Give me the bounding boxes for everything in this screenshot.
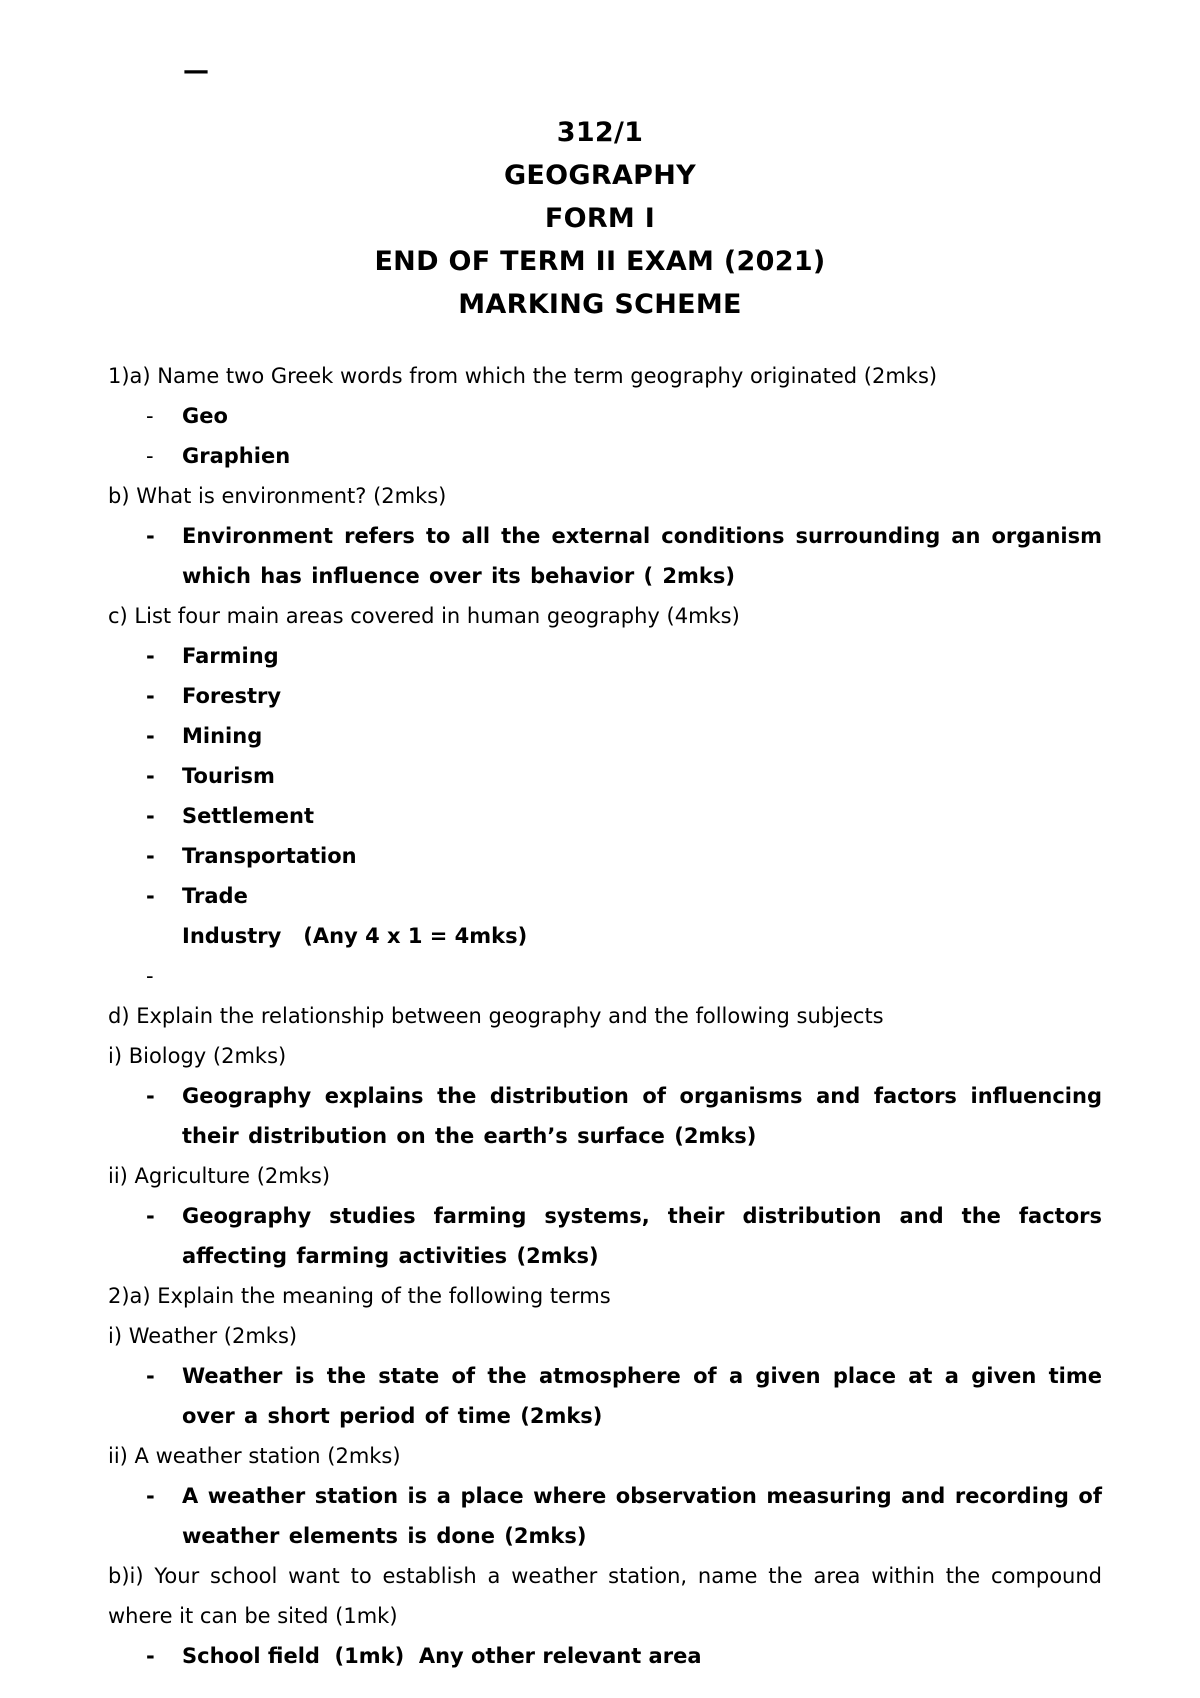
answer-item: - Mining [108, 716, 1102, 756]
question-1d-ii: ii) Agriculture (2mks) [108, 1164, 331, 1188]
answer-item: - Farming [108, 636, 1102, 676]
empty-bullet: - [146, 964, 154, 988]
answer-item: - Settlement [108, 796, 1102, 836]
exam-title: END OF TERM II EXAM (2021) [374, 246, 826, 277]
question-1c: c) List four main areas covered in human geography (4mks) [108, 604, 740, 628]
answer-item: - Geography explains the distribution of organisms and factors influencing their distribution on the earth’s surface (2mks) [108, 1076, 1102, 1156]
bullet-dash: - [146, 1644, 155, 1668]
question-2a: 2)a) Explain the meaning of the following terms [108, 1284, 611, 1308]
bullet-dash: - [146, 1364, 155, 1388]
bullet-dash: - [146, 764, 155, 788]
bullet-dash: - [146, 684, 155, 708]
answer-item: - Transportation [108, 836, 1102, 876]
answer-item: - Environment refers to all the external conditions surrounding an organism which has influence over its behavior ( 2mks) [108, 516, 1102, 596]
answer-item-extra: Industry (Any 4 x 1 = 4mks) [182, 924, 528, 948]
answer-item: - Geography studies farming systems, their distribution and the factors affecting farming activities (2mks) [108, 1196, 1102, 1276]
corner-mark: — [183, 56, 209, 86]
question-2b-i: b)i) Your school want to establish a weather station, name the area within the compound where it can be sited (1mk) [108, 1564, 1102, 1628]
bullet-dash: - [146, 444, 154, 468]
bullet-dash: - [146, 844, 155, 868]
bullet-dash: - [146, 524, 155, 548]
question-1d: d) Explain the relationship between geography and the following subjects [108, 1004, 884, 1028]
question-1a: 1)a) Name two Greek words from which the term geography originated (2mks) [108, 364, 938, 388]
answer-item: - Geo [108, 396, 1102, 436]
paper-code: 312/1 [556, 117, 644, 148]
marking-scheme-body [108, 356, 1102, 1676]
question-2a-ii: ii) A weather station (2mks) [108, 1444, 401, 1468]
bullet-dash: - [146, 1484, 155, 1508]
scheme-title: MARKING SCHEME [458, 289, 742, 320]
bullet-dash: - [146, 884, 155, 908]
answer-item: - Trade [108, 876, 1102, 916]
answer-item: - Graphien [108, 436, 1102, 476]
form-title: FORM I [544, 203, 656, 234]
answer-item: - Forestry [108, 676, 1102, 716]
document-header [0, 111, 1200, 326]
bullet-dash: - [146, 1084, 155, 1108]
answer-item: - Tourism [108, 756, 1102, 796]
answer-item: - Weather is the state of the atmosphere of a given place at a given time over a short period of time (2mks) [108, 1356, 1102, 1436]
question-1d-i: i) Biology (2mks) [108, 1044, 287, 1068]
bullet-dash: - [146, 404, 154, 428]
subject-title: GEOGRAPHY [503, 160, 697, 191]
bullet-dash: - [146, 724, 155, 748]
question-2a-i: i) Weather (2mks) [108, 1324, 298, 1348]
answer-item: - A weather station is a place where observation measuring and recording of weather elements is done (2mks) [108, 1476, 1102, 1556]
question-1b: b) What is environment? (2mks) [108, 484, 447, 508]
answer-item: - School field (1mk) Any other relevant area [108, 1636, 1102, 1676]
bullet-dash: - [146, 1204, 155, 1228]
bullet-dash: - [146, 644, 155, 668]
bullet-dash: - [146, 804, 155, 828]
